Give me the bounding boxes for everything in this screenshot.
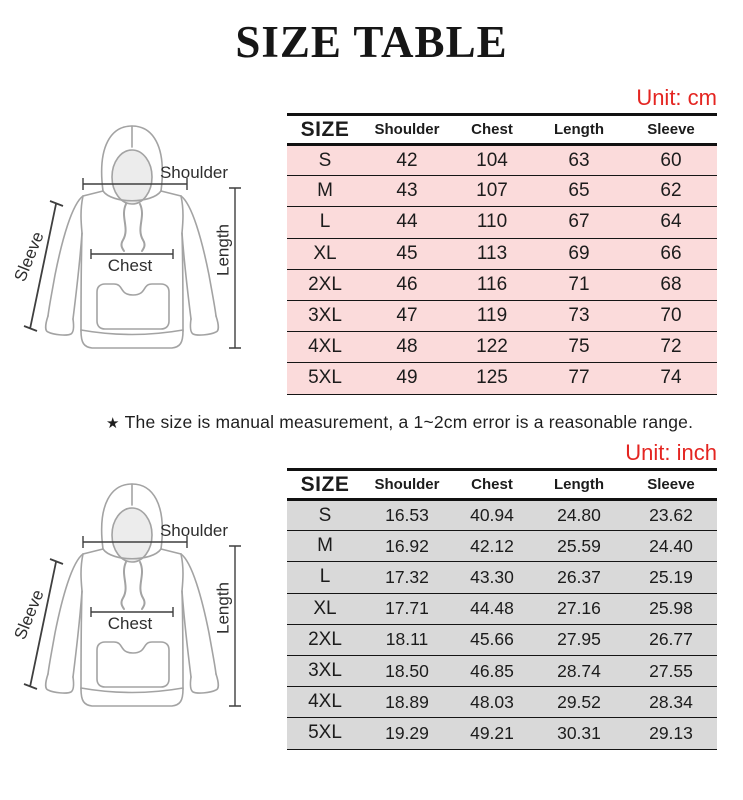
chest-cell: 46.85 <box>470 660 514 681</box>
chest-cell: 107 <box>476 180 508 202</box>
length-cell: 28.74 <box>557 660 601 681</box>
table-row <box>287 332 717 363</box>
size-cell: 5XL <box>308 722 342 744</box>
length-cell: 63 <box>568 149 590 171</box>
col-header-shoulder: Shoulder <box>374 476 440 493</box>
sleeve-cell: 28.34 <box>649 691 693 712</box>
shoulder-cell: 45 <box>396 242 418 264</box>
length-label: Length <box>213 582 233 634</box>
size-cell: L <box>319 566 331 588</box>
shoulder-cell: 17.32 <box>385 566 429 587</box>
table-row <box>287 207 717 238</box>
length-cell: 69 <box>568 242 590 264</box>
shoulder-cell: 18.50 <box>385 660 429 681</box>
table-row <box>287 593 717 624</box>
chest-cell: 119 <box>476 305 508 327</box>
shoulder-label: Shoulder <box>159 163 229 182</box>
sleeve-cell: 74 <box>660 367 682 389</box>
table-row <box>287 238 717 269</box>
chest-cell: 122 <box>476 336 508 358</box>
col-header-sleeve: Sleeve <box>647 121 695 138</box>
sleeve-cell: 64 <box>660 211 682 233</box>
star-icon: ★ <box>106 415 120 432</box>
col-header-length: Length <box>554 121 604 138</box>
sleeve-cell: 72 <box>660 336 682 358</box>
hoodie-outline <box>46 126 219 348</box>
shoulder-cell: 16.92 <box>385 535 429 556</box>
size-cell: XL <box>313 597 337 619</box>
size-cell: 5XL <box>308 367 342 389</box>
size-cell: 4XL <box>308 336 342 358</box>
shoulder-cell: 18.11 <box>385 629 429 650</box>
sleeve-label: Sleeve <box>10 228 48 285</box>
table-row <box>287 363 717 394</box>
chest-cell: 116 <box>476 273 508 295</box>
sleeve-cell: 27.55 <box>649 660 693 681</box>
shoulder-cell: 46 <box>396 273 418 295</box>
size-cell: 4XL <box>308 691 342 713</box>
length-cell: 27.95 <box>557 629 601 650</box>
size-cell: 2XL <box>308 273 342 295</box>
size-cell: S <box>318 149 332 171</box>
length-cell: 77 <box>568 367 590 389</box>
chest-label: Chest <box>107 614 153 633</box>
chest-cell: 48.03 <box>470 691 514 712</box>
col-header-size: SIZE <box>300 472 350 496</box>
sleeve-cell: 26.77 <box>649 629 693 650</box>
chest-cell: 110 <box>476 211 508 233</box>
note-text: The size is manual measurement, a 1~2cm error is a reasonable range. <box>124 412 694 432</box>
shoulder-cell: 47 <box>396 305 418 327</box>
table-header-row <box>287 115 717 145</box>
shoulder-cell: 19.29 <box>385 722 429 743</box>
size-table-cm <box>287 113 717 395</box>
sleeve-cell: 24.40 <box>649 535 693 556</box>
length-cell: 25.59 <box>557 535 601 556</box>
chest-cell: 125 <box>476 367 508 389</box>
length-cell: 75 <box>568 336 590 358</box>
chest-cell: 43.30 <box>470 566 514 587</box>
measurement-note <box>106 412 693 433</box>
chest-cell: 113 <box>476 242 508 264</box>
table-row <box>287 531 717 562</box>
length-cell: 73 <box>568 305 590 327</box>
table-row <box>287 500 717 531</box>
chest-cell: 49.21 <box>470 722 514 743</box>
chest-cell: 40.94 <box>470 505 514 526</box>
sleeve-cell: 62 <box>660 180 682 202</box>
sleeve-cell: 29.13 <box>649 722 693 743</box>
table-row <box>287 562 717 593</box>
chest-cell: 42.12 <box>470 535 514 556</box>
table-row <box>287 655 717 686</box>
shoulder-label: Shoulder <box>159 521 229 540</box>
shoulder-cell: 16.53 <box>385 505 429 526</box>
length-cell: 26.37 <box>557 566 601 587</box>
table-row <box>287 145 717 176</box>
length-label: Length <box>213 224 233 276</box>
table-row <box>287 624 717 655</box>
hoodie-outline <box>46 484 219 706</box>
sleeve-cell: 60 <box>660 149 682 171</box>
shoulder-cell: 18.89 <box>385 691 429 712</box>
length-cell: 67 <box>568 211 590 233</box>
shoulder-cell: 43 <box>396 180 418 202</box>
unit-label-inch: Unit: inch <box>625 440 717 465</box>
hoodie-diagram-cm <box>0 100 280 400</box>
sleeve-cell: 66 <box>660 242 682 264</box>
col-header-chest: Chest <box>471 121 513 138</box>
shoulder-cell: 49 <box>396 367 418 389</box>
shoulder-cell: 17.71 <box>385 598 429 619</box>
sleeve-label: Sleeve <box>10 586 48 643</box>
col-header-shoulder: Shoulder <box>374 121 440 138</box>
sleeve-cell: 68 <box>660 273 682 295</box>
size-cell: M <box>317 180 333 202</box>
col-header-chest: Chest <box>471 476 513 493</box>
length-cell: 29.52 <box>557 691 601 712</box>
hoodie-diagram-inch <box>0 458 280 758</box>
chest-cell: 44.48 <box>470 598 514 619</box>
size-table-inch <box>287 468 717 750</box>
length-cell: 27.16 <box>557 598 601 619</box>
col-header-sleeve: Sleeve <box>647 476 695 493</box>
sleeve-cell: 25.19 <box>649 566 693 587</box>
shoulder-cell: 48 <box>396 336 418 358</box>
sleeve-cell: 70 <box>660 305 682 327</box>
col-header-size: SIZE <box>300 117 350 141</box>
length-cell: 24.80 <box>557 505 601 526</box>
table-row <box>287 176 717 207</box>
size-cell: 3XL <box>308 305 342 327</box>
table-row <box>287 300 717 331</box>
chest-cell: 104 <box>476 149 508 171</box>
size-cell: M <box>317 535 333 557</box>
size-cell: L <box>319 211 331 233</box>
table-header-row <box>287 470 717 500</box>
table-row <box>287 687 717 718</box>
sleeve-cell: 23.62 <box>649 505 693 526</box>
unit-label-cm: Unit: cm <box>636 85 717 110</box>
page-title: SIZE TABLE <box>235 17 508 67</box>
size-cell: S <box>318 504 332 526</box>
sleeve-cell: 25.98 <box>649 598 693 619</box>
length-cell: 71 <box>568 273 590 295</box>
size-cell: 2XL <box>308 628 342 650</box>
col-header-length: Length <box>554 476 604 493</box>
shoulder-cell: 42 <box>396 149 418 171</box>
size-cell: XL <box>313 242 337 264</box>
chest-cell: 45.66 <box>470 629 514 650</box>
length-cell: 30.31 <box>557 722 601 743</box>
size-cell: 3XL <box>308 660 342 682</box>
length-cell: 65 <box>568 180 590 202</box>
table-row <box>287 718 717 749</box>
chest-label: Chest <box>107 256 153 275</box>
table-row <box>287 269 717 300</box>
shoulder-cell: 44 <box>396 211 418 233</box>
